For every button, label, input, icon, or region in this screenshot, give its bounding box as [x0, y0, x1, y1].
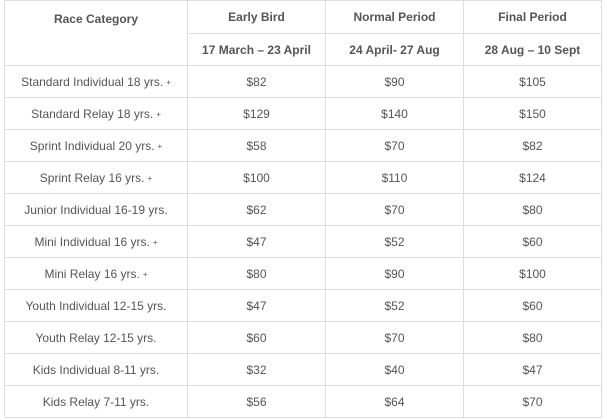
header-row	[5, 1, 602, 34]
race-category-cell	[5, 354, 188, 386]
race-category-cell	[5, 322, 188, 354]
final-period-price: $47	[464, 354, 602, 386]
early-bird-price: $82	[188, 66, 326, 98]
early-bird-price: $80	[188, 258, 326, 290]
final-period-price: $80	[464, 322, 602, 354]
race-category-cell	[5, 162, 188, 194]
final-period-dates: 28 Aug – 10 Sept	[464, 34, 602, 66]
age-plus-marker: +	[157, 141, 163, 151]
early-bird-price: $60	[188, 322, 326, 354]
race-category-label: Youth Relay 12-15 yrs.	[35, 330, 157, 345]
race-category-label: Youth Individual 12-15 yrs.	[25, 298, 167, 313]
early-bird-header: Early Bird	[188, 1, 326, 34]
age-plus-marker: +	[142, 269, 148, 279]
race-category-cell	[5, 226, 188, 258]
race-category-cell	[5, 386, 188, 418]
table-row	[5, 226, 602, 258]
race-category-cell	[5, 130, 188, 162]
age-plus-marker: +	[166, 77, 171, 87]
final-period-price: $105	[464, 66, 602, 98]
age-plus-marker: +	[156, 109, 161, 119]
normal-period-price: $110	[326, 162, 464, 194]
race-category-label: Mini Individual 16 yrs.	[34, 234, 150, 249]
early-bird-price: $47	[188, 290, 326, 322]
normal-period-dates: 24 April- 27 Aug	[326, 34, 464, 66]
early-bird-price: $100	[188, 162, 326, 194]
table-row	[5, 322, 602, 354]
race-category-cell	[5, 258, 188, 290]
final-period-price: $82	[464, 130, 602, 162]
table-row	[5, 130, 602, 162]
final-period-price: $150	[464, 98, 602, 130]
table-row	[5, 290, 602, 322]
early-bird-dates: 17 March – 23 April	[188, 34, 326, 66]
race-category-cell	[5, 194, 188, 226]
normal-period-price: $52	[326, 290, 464, 322]
race-category-label: Mini Relay 16 yrs.	[44, 266, 140, 281]
table-row	[5, 162, 602, 194]
normal-period-price: $70	[326, 194, 464, 226]
race-category-label: Standard Individual 18 yrs.	[21, 74, 164, 89]
race-category-label: Sprint Relay 16 yrs.	[39, 170, 145, 185]
table-row	[5, 386, 602, 418]
race-category-label: Sprint Individual 20 yrs.	[29, 138, 155, 153]
final-period-price: $100	[464, 258, 602, 290]
early-bird-price: $62	[188, 194, 326, 226]
age-plus-marker: +	[152, 237, 158, 247]
normal-period-price: $64	[326, 386, 464, 418]
normal-period-price: $90	[326, 66, 464, 98]
race-category-cell	[5, 66, 188, 98]
early-bird-price: $58	[188, 130, 326, 162]
race-category-label: Kids Individual 8-11 yrs.	[32, 362, 160, 377]
normal-period-price: $52	[326, 226, 464, 258]
table-row	[5, 258, 602, 290]
normal-period-header: Normal Period	[326, 1, 464, 34]
final-period-price: $60	[464, 290, 602, 322]
final-period-price: $70	[464, 386, 602, 418]
normal-period-price: $40	[326, 354, 464, 386]
normal-period-price: $140	[326, 98, 464, 130]
normal-period-price: $90	[326, 258, 464, 290]
early-bird-price: $47	[188, 226, 326, 258]
race-category-label: Kids Relay 7-11 yrs.	[42, 394, 150, 409]
table-row	[5, 194, 602, 226]
normal-period-price: $70	[326, 322, 464, 354]
race-category-cell	[5, 290, 188, 322]
table-row	[5, 66, 602, 98]
final-period-price: $60	[464, 226, 602, 258]
table-row	[5, 98, 602, 130]
table-row	[5, 354, 602, 386]
final-period-price: $80	[464, 194, 602, 226]
race-category-header: Race Category	[5, 1, 188, 66]
age-plus-marker: +	[147, 173, 153, 183]
normal-period-price: $70	[326, 130, 464, 162]
final-period-header: Final Period	[464, 1, 602, 34]
race-category-cell	[5, 98, 188, 130]
early-bird-price: $129	[188, 98, 326, 130]
final-period-price: $124	[464, 162, 602, 194]
early-bird-price: $56	[188, 386, 326, 418]
race-category-label: Junior Individual 16-19 yrs.	[24, 202, 168, 217]
price-table	[4, 0, 602, 418]
early-bird-price: $32	[188, 354, 326, 386]
race-category-label: Standard Relay 18 yrs.	[31, 106, 154, 121]
